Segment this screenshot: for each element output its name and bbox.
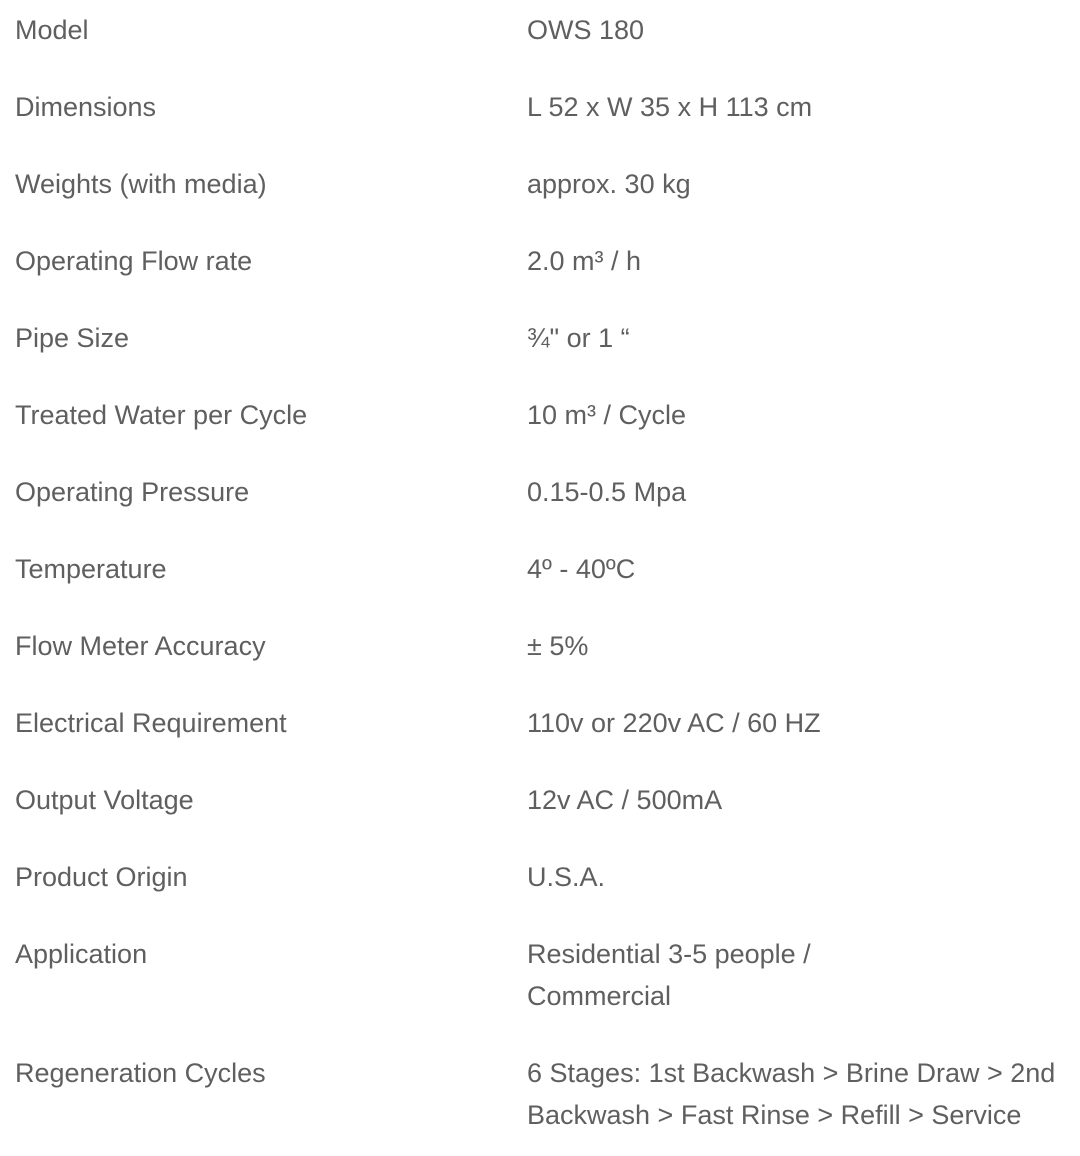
spec-label: Model — [15, 15, 89, 45]
spec-label: Regeneration Cycles — [15, 1058, 266, 1088]
spec-label: Treated Water per Cycle — [15, 400, 308, 430]
spec-label: Weights (with media) — [15, 169, 267, 199]
spec-label: Operating Pressure — [15, 477, 250, 507]
spec-value: U.S.A. — [527, 862, 606, 892]
spec-label: Product Origin — [15, 862, 188, 892]
spec-value: 4º - 40ºC — [527, 554, 636, 584]
spec-value: 0.15-0.5 Mpa — [527, 477, 687, 507]
spec-label: Flow Meter Accuracy — [15, 631, 266, 661]
spec-label: Temperature — [15, 554, 167, 584]
spec-label: Dimensions — [15, 92, 157, 122]
spec-value: L 52 x W 35 x H 113 cm — [527, 92, 813, 122]
spec-value: Residential 3-5 people / Commercial — [527, 939, 811, 1011]
spec-value: OWS 180 — [527, 15, 645, 45]
spec-value: 10 m³ / Cycle — [527, 400, 687, 430]
spec-value: approx. 30 kg — [527, 169, 691, 199]
spec-value: 110v or 220v AC / 60 HZ — [527, 708, 821, 738]
spec-label: Electrical Requirement — [15, 708, 287, 738]
spec-value: ± 5% — [527, 631, 589, 661]
spec-value: ¾" or 1 “ — [527, 323, 630, 353]
spec-value: 6 Stages: 1st Backwash > Brine Draw > 2nd Backwash > Fast Rinse > Refill > Service — [527, 1058, 1056, 1130]
spec-value: 2.0 m³ / h — [527, 246, 642, 276]
spec-label: Operating Flow rate — [15, 246, 253, 276]
spec-label: Output Voltage — [15, 785, 194, 815]
spec-label: Application — [15, 939, 148, 969]
spec-label: Pipe Size — [15, 323, 130, 353]
spec-value: 12v AC / 500mA — [527, 785, 723, 815]
